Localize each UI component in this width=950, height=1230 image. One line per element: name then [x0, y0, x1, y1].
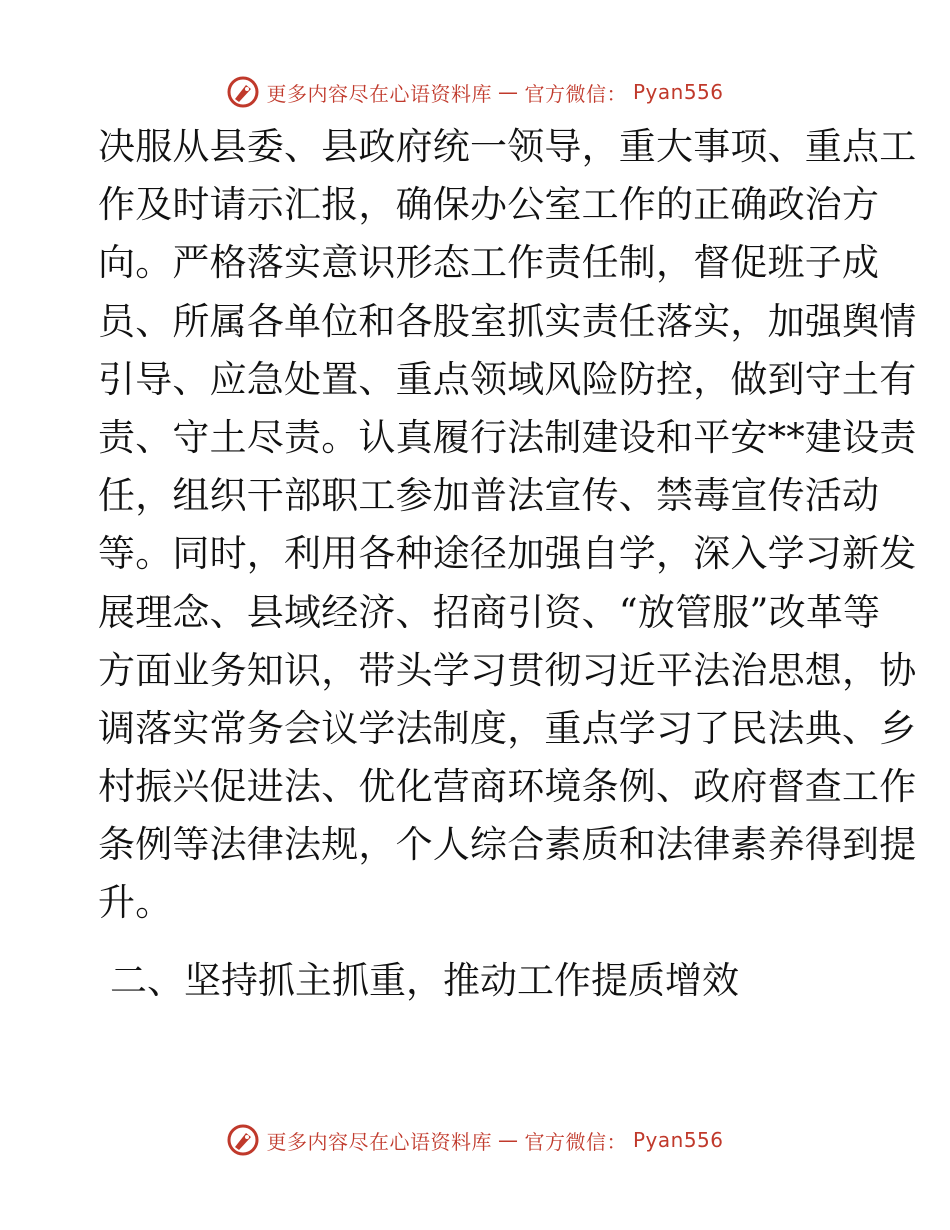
paragraph-line: 调落实常务会议学法制度，重点学习了民法典、乡 — [98, 706, 917, 750]
paragraph-line: 任，组织干部职工参加普法宣传、禁毒宣传活动 — [98, 474, 880, 518]
paragraph-line: 作及时请示汇报，确保办公室工作的正确政治方 — [98, 183, 880, 227]
pen-nib-logo-icon — [226, 1123, 260, 1157]
body-paragraph — [98, 118, 917, 933]
watermark-text: 更多内容尽在心语资料库 — [266, 1129, 492, 1154]
paragraph-line: 条例等法律法规，个人综合素质和法律素养得到提 — [98, 823, 917, 867]
footer-watermark — [0, 1120, 950, 1160]
paragraph-line: 村振兴促进法、优化营商环境条例、政府督查工作 — [98, 765, 917, 809]
paragraph-line: 方面业务知识，带头学习贯彻习近平法治思想，协 — [98, 648, 917, 692]
watermark-wechat-id: Pyan556 — [632, 80, 724, 104]
watermark-separator: — — [497, 80, 519, 104]
section-heading: 二、坚持抓主抓重，推动工作提质增效 — [110, 959, 739, 1002]
paragraph-line: 责、守土尽责。认真履行法制建设和平安**建设责 — [98, 415, 917, 459]
paragraph-line: 员、所属各单位和各股室抓实责任落实，加强舆情 — [98, 299, 917, 343]
paragraph-line: 等。同时，利用各种途径加强自学，深入学习新发 — [98, 532, 917, 576]
watermark-wechat-id: Pyan556 — [632, 1128, 724, 1152]
paragraph-line: 向。严格落实意识形态工作责任制，督促班子成 — [98, 241, 880, 285]
pen-nib-logo-icon — [226, 75, 260, 109]
paragraph-line: 决服从县委、县政府统一领导，重大事项、重点工 — [98, 125, 917, 168]
paragraph-line: 升。 — [98, 881, 173, 925]
watermark-wechat-label: 官方微信： — [524, 81, 627, 106]
watermark-separator: — — [497, 1128, 519, 1152]
watermark-text: 更多内容尽在心语资料库 — [266, 81, 492, 106]
header-watermark — [0, 72, 950, 112]
watermark-wechat-label: 官方微信： — [524, 1129, 627, 1154]
paragraph-line: 展理念、县域经济、招商引资、“放管服”改革等 — [98, 590, 881, 634]
paragraph-line: 引导、应急处置、重点领域风险防控，做到守土有 — [98, 357, 917, 401]
